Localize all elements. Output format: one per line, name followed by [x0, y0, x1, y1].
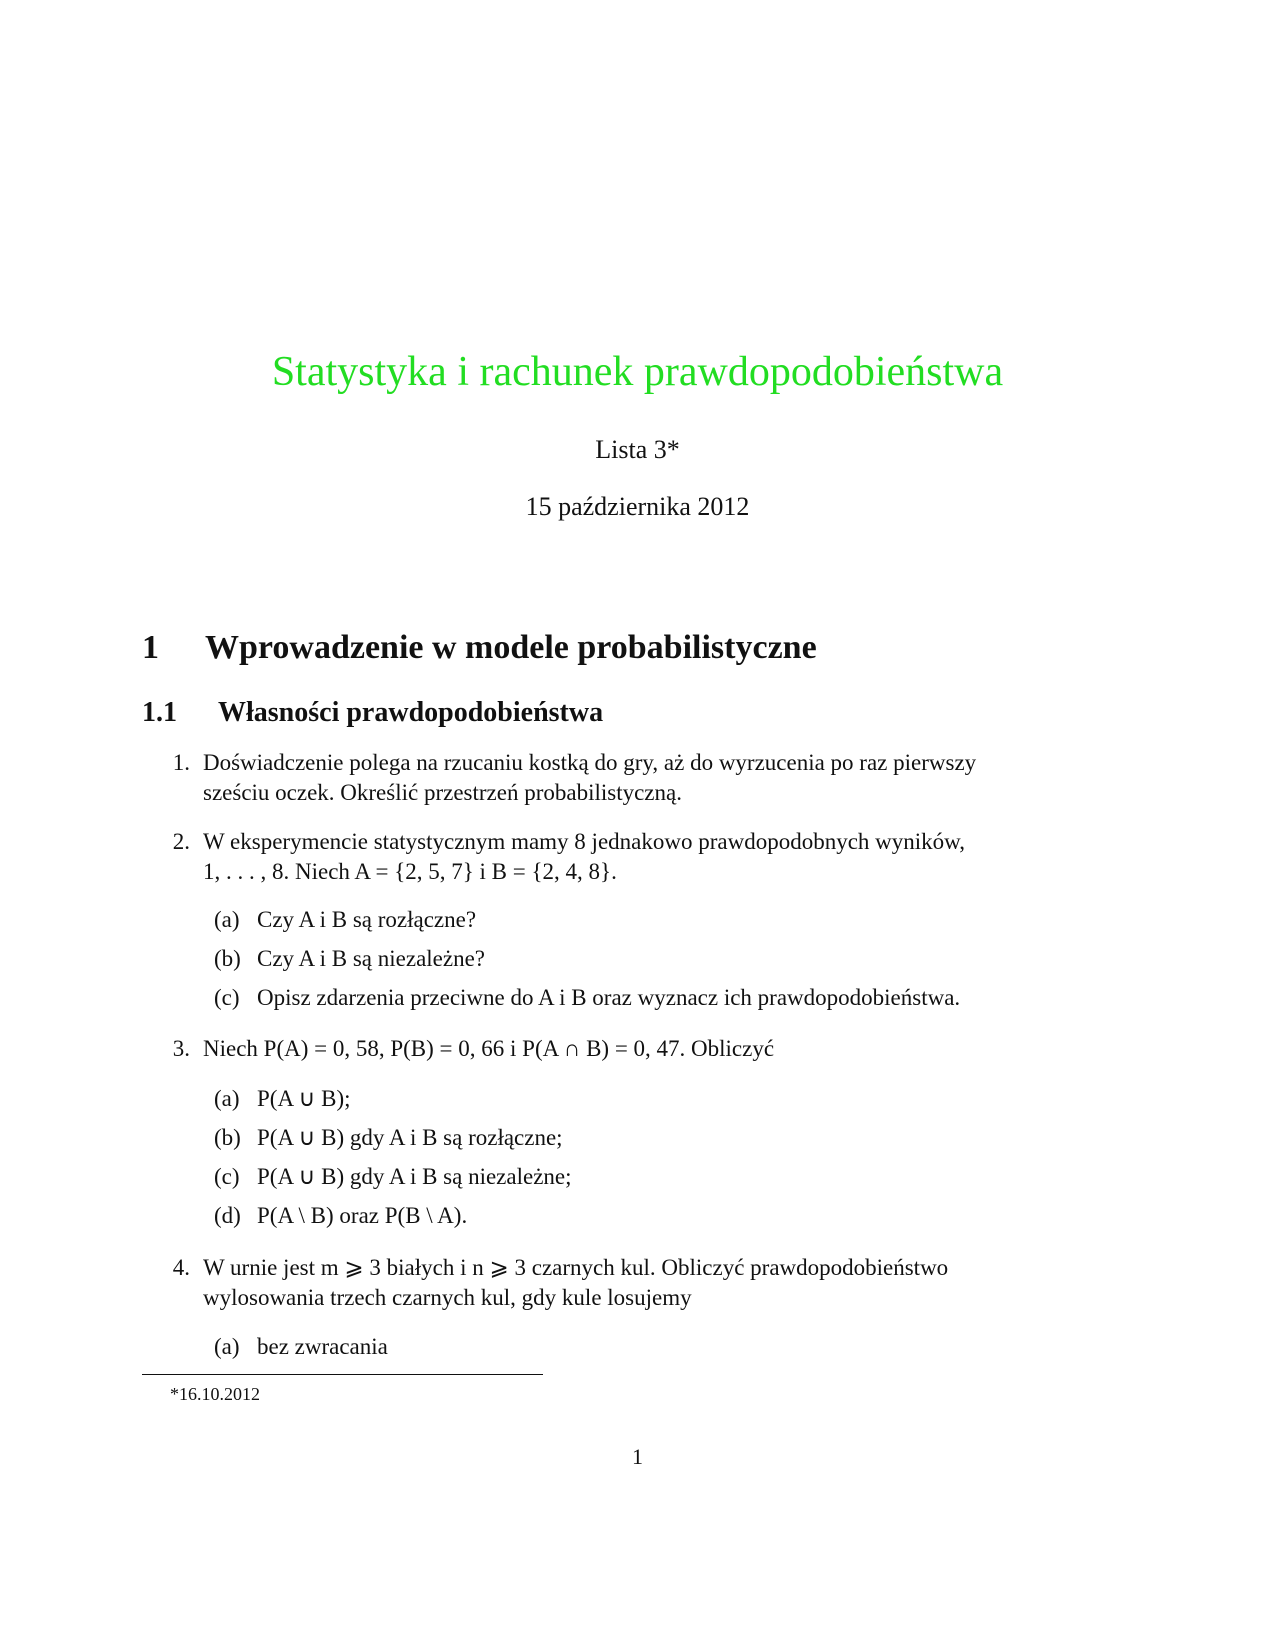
page-number: 1 [632, 1444, 643, 1469]
problem-2-part-c-label: (c) [214, 985, 240, 1010]
problem-2-part-a-label: (a) [214, 907, 240, 932]
problem-4-line-2: wylosowania trzech czarnych kul, gdy kule losujemy [203, 1285, 692, 1310]
problem-3-part-b-label: (b) [214, 1125, 241, 1150]
problem-4-part-a-label: (a) [214, 1334, 240, 1359]
document-subtitle: Lista 3* [595, 435, 680, 464]
section-number: 1 [142, 629, 159, 666]
problem-2-part-c-text: Opisz zdarzenia przeciwne do A i B oraz wyznacz ich prawdopodobieństwa. [257, 985, 961, 1010]
document-title: Statystyka i rachunek prawdopodobieństwa [271, 349, 1004, 395]
subsection-number: 1.1 [142, 697, 177, 728]
footnote-rule [142, 1374, 543, 1375]
problem-4-line-1: W urnie jest m ⩾ 3 białych i n ⩾ 3 czarnych kul. Obliczyć prawdopodobieństwo [203, 1255, 949, 1280]
problem-3-part-a-text: P(A ∪ B); [257, 1086, 351, 1111]
problem-4-number: 4. [172, 1255, 190, 1280]
problem-3-line-1: Niech P(A) = 0, 58, P(B) = 0, 66 i P(A ∩ B) = 0, 47. Obliczyć [203, 1036, 775, 1061]
problem-3-part-d-text: P(A \ B) oraz P(B \ A). [257, 1203, 468, 1228]
problem-3-part-a-label: (a) [214, 1086, 240, 1111]
problem-3-part-b-text: P(A ∪ B) gdy A i B są rozłączne; [257, 1125, 563, 1150]
footnote: *16.10.2012 [170, 1384, 260, 1404]
problem-2-line-2: 1, . . . , 8. Niech A = {2, 5, 7} i B = {2, 4, 8}. [203, 859, 617, 884]
problem-2-part-b-text: Czy A i B są niezależne? [257, 946, 486, 971]
problem-3-part-d-label: (d) [214, 1203, 241, 1228]
problem-1-line-1: Doświadczenie polega na rzucaniu kostką do gry, aż do wyrzucenia po raz pierwszy [203, 750, 977, 775]
subsection-title: Własności prawdopodobieństwa [218, 697, 604, 728]
problem-1-line-2: sześciu oczek. Określić przestrzeń probabilistyczną. [203, 780, 682, 805]
problem-3-part-c-text: P(A ∪ B) gdy A i B są niezależne; [257, 1164, 572, 1189]
problem-2-part-a-text: Czy A i B są rozłączne? [257, 907, 477, 932]
problem-3-part-c-label: (c) [214, 1164, 240, 1189]
problem-2-line-1: W eksperymencie statystycznym mamy 8 jednakowo prawdopodobnych wyników, [203, 829, 966, 854]
problem-1-number: 1. [172, 750, 190, 775]
problem-4-part-a-text: bez zwracania [257, 1334, 388, 1359]
problem-2-part-b-label: (b) [214, 946, 241, 971]
problem-2-number: 2. [172, 829, 190, 854]
problem-3-number: 3. [172, 1036, 190, 1061]
document-date: 15 października 2012 [525, 492, 750, 521]
section-title: Wprowadzenie w modele probabilistyczne [205, 629, 817, 666]
